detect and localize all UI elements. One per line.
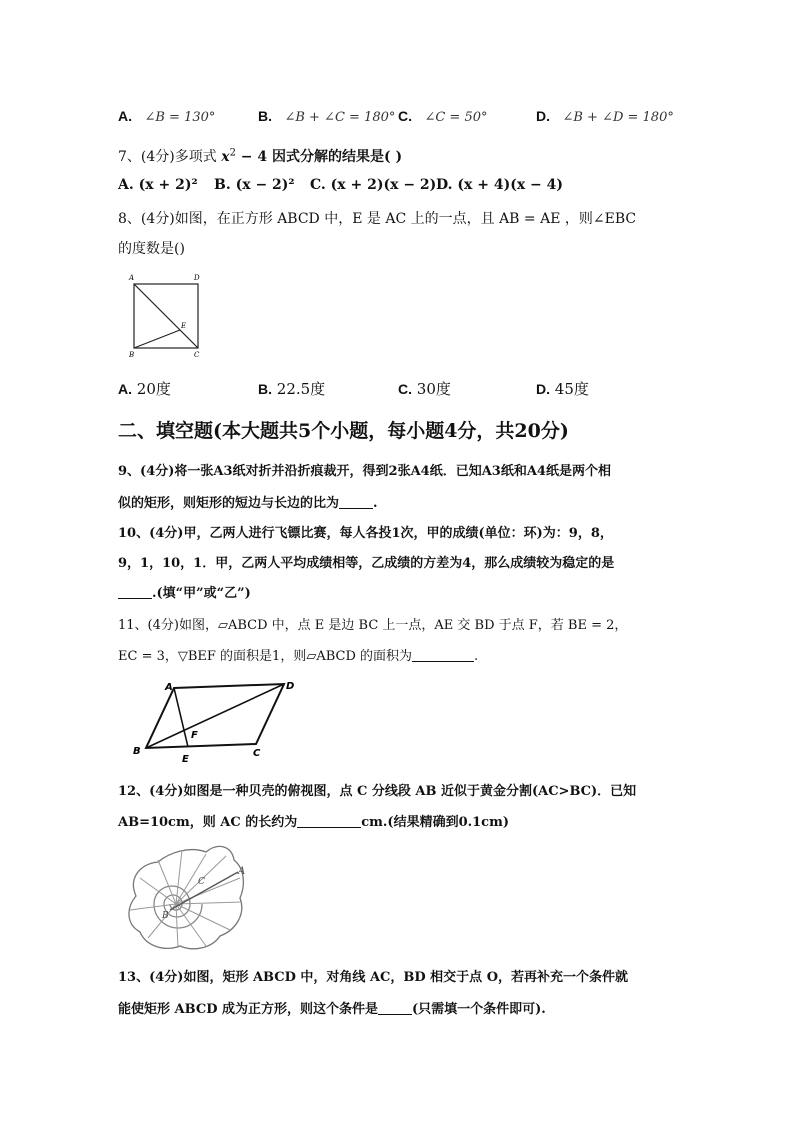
q11-line1: 11、(4分)如图，▱ABCD 中，点 E 是边 BC 上一点，AE 交 BD 于点 F，若 BE = 2， — [118, 618, 628, 633]
option-label: B. — [214, 177, 231, 193]
answer-blank — [297, 813, 361, 828]
q7-stem-b: − 4 因式分解的结果是( ) — [235, 149, 403, 165]
q7-sup: 2 — [229, 147, 236, 159]
option-text: (x + 2)(x − 2) — [330, 177, 437, 193]
segment-be — [134, 330, 180, 348]
segment-ae — [174, 688, 188, 747]
q10-line2: 9，1，10，1．甲，乙两人平均成绩相等，乙成绩的方差为4，那么成绩较为稳定的是 — [118, 556, 615, 571]
label-e: E — [181, 322, 187, 330]
q8-option-a — [118, 378, 171, 399]
option-text: (x − 2)² — [235, 177, 295, 193]
q6-option-b — [258, 108, 395, 125]
q7-stem-a: 7、(4分)多项式 — [118, 149, 222, 165]
label-a: A — [238, 866, 246, 877]
option-text: ∠B + ∠D = 180° — [562, 110, 674, 125]
q11-line2-text: EC = 3，▽BEF 的面积是1，则▱ABCD 的面积为 — [118, 649, 413, 664]
label-c: C — [194, 351, 200, 359]
parallelogram-figure — [128, 676, 308, 764]
square-figure — [126, 270, 212, 360]
option-label: C. — [398, 108, 412, 124]
label-c: C — [198, 877, 205, 887]
q10-line3-text: .(填“甲”或“乙”) — [152, 586, 251, 601]
option-text: ∠B + ∠C = 180° — [284, 110, 396, 125]
q7-option-b — [214, 177, 295, 193]
q8-option-c — [398, 378, 451, 399]
option-label: B. — [258, 381, 272, 397]
answer-blank — [378, 1000, 412, 1015]
q8-option-b — [258, 378, 325, 399]
diagonal-bd — [146, 684, 284, 748]
label-c: C — [253, 748, 261, 759]
q9-line1: 9、(4分)将一张A3纸对折并沿折痕裁开，得到2张A4纸．已知A3纸和A4纸是两个相 — [118, 464, 611, 479]
q13-line1: 13、(4分)如图，矩形 ABCD 中，对角线 AC，BD 相交于点 O，若再补充一个条件就 — [118, 970, 629, 985]
q12-line1: 12、(4分)如图是一种贝壳的俯视图，点 C 分线段 AB 近似于黄金分割(AC>BC)．已知 — [118, 784, 637, 799]
q10-line3 — [118, 582, 251, 601]
q6-option-d — [536, 108, 674, 125]
q9-line2: 似的矩形，则矩形的短边与长边的比为 . — [118, 496, 378, 511]
answer-blank — [118, 584, 152, 599]
option-text: 20度 — [136, 380, 171, 398]
label-d: D — [286, 681, 295, 692]
q7-option-a — [118, 177, 198, 193]
option-label: B. — [258, 108, 272, 124]
option-label: D. — [436, 177, 453, 193]
option-text: (x + 2)² — [138, 177, 198, 193]
section-title: 二、填空题(本大题共5个小题，每小题4分，共20分) — [118, 420, 569, 442]
option-text: ∠C = 50° — [424, 110, 488, 125]
label-f: F — [191, 730, 198, 741]
q13-line2 — [118, 998, 546, 1017]
label-b: B — [129, 351, 135, 359]
answer-blank — [412, 647, 474, 662]
shell-outline — [129, 846, 246, 948]
q10-line1: 10、(4分)甲，乙两人进行飞镖比赛，每人各投1次，甲的成绩(单位：环)为：9，8， — [118, 526, 613, 541]
label-d: D — [194, 274, 200, 282]
q8-line1: 8、(4分)如图，在正方形 ABCD 中，E 是 AC 上的一点，且 AB = AE ，则∠EBC — [118, 211, 637, 227]
option-label: A. — [118, 381, 132, 397]
label-a: A — [165, 682, 173, 693]
label-b: B — [162, 911, 169, 921]
answer-blank — [339, 494, 373, 509]
option-text: ∠B = 130° — [144, 110, 216, 125]
q8-line2: 的度数是() — [118, 241, 185, 257]
q12-line2-b: cm.(结果精确到0.1cm) — [361, 815, 510, 830]
option-text: 45度 — [554, 380, 589, 398]
q11-line2: EC = 3，▽BEF 的面积是1，则▱ABCD 的面积为 . — [118, 649, 479, 664]
label-e: E — [182, 754, 189, 764]
diagonal-ac — [134, 284, 198, 348]
q13-line2-a: 能使矩形 ABCD 成为正方形，则这个条件是 — [118, 1002, 378, 1017]
q7-var: x — [221, 149, 230, 165]
option-label: D. — [536, 381, 550, 397]
option-label: D. — [536, 108, 550, 124]
label-a: A — [129, 274, 135, 282]
option-label: C. — [398, 381, 412, 397]
option-text: (x + 4)(x − 4) — [457, 177, 564, 193]
option-label: A. — [118, 108, 132, 124]
shell-figure — [118, 838, 258, 956]
q7-option-d — [436, 177, 563, 193]
option-text: 22.5度 — [276, 380, 326, 398]
q7-stem — [118, 146, 402, 166]
q8-option-d — [536, 378, 589, 399]
option-text: 30度 — [416, 380, 451, 398]
q12-line2-a: AB=10cm，则 AC 的长约为 — [118, 815, 298, 830]
option-label: C. — [310, 177, 326, 193]
option-label: A. — [118, 177, 134, 193]
q6-option-c — [398, 108, 488, 125]
label-b: B — [133, 746, 141, 757]
q12-line2 — [118, 811, 509, 830]
q6-option-a — [118, 108, 215, 125]
q13-line2-b: (只需填一个条件即可). — [412, 1002, 546, 1017]
q7-option-c — [310, 177, 436, 193]
q9-line2-text: 似的矩形，则矩形的短边与长边的比为 — [118, 496, 340, 511]
